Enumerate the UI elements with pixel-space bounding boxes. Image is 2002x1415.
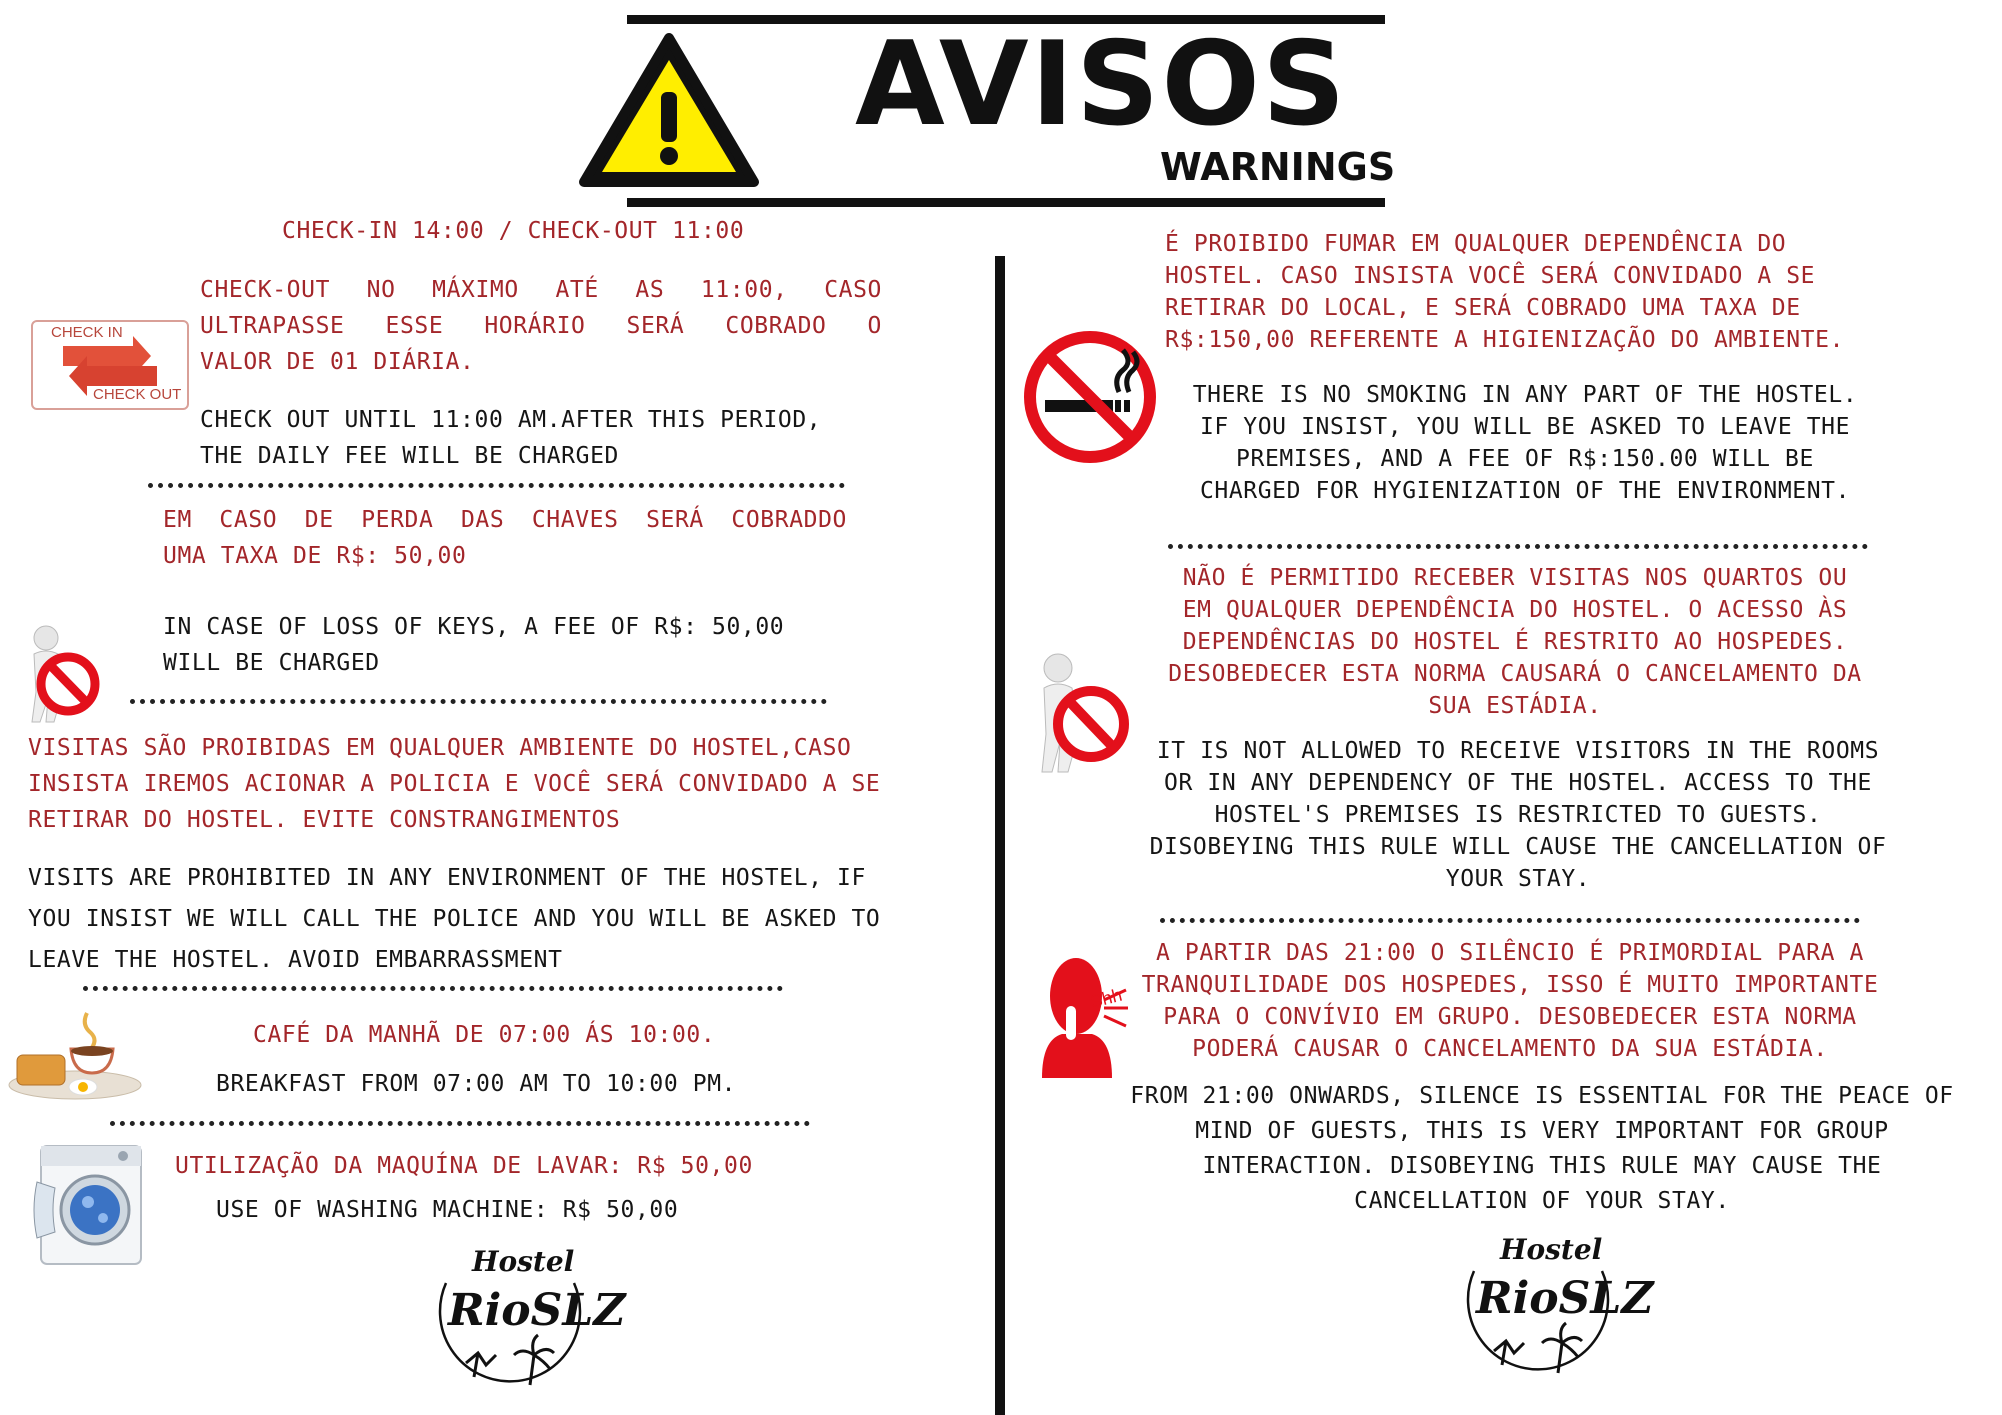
text-line: WILL BE CHARGED	[163, 650, 380, 676]
checkout-icon-label: CHECK OUT	[93, 386, 182, 403]
smoking-rule-en	[1160, 379, 1890, 507]
text-line: A PARTIR DAS 21:00 O SILÊNCIO É PRIMORDIAL PARA A	[1156, 940, 1864, 966]
washing-rule-pt: UTILIZAÇÃO DA MAQUÍNA DE LAVAR: R$ 50,00	[175, 1153, 753, 1179]
breakfast-rule-en: BREAKFAST FROM 07:00 AM TO 10:00 PM.	[216, 1071, 737, 1097]
text-line: LEAVE THE HOSTEL. AVOID EMBARRASSMENT	[28, 947, 563, 973]
checkout-rule-en	[200, 402, 821, 474]
text-line: IT IS NOT ALLOWED TO RECEIVE VISITORS IN THE ROOMS	[1156, 738, 1880, 764]
text-line: TRANQUILIDADE DOS HOSPEDES, ISSO É MUITO IMPORTANTE	[1141, 972, 1879, 998]
text-line: CHECK OUT UNTIL 11:00 AM.AFTER THIS PERIOD,	[200, 407, 822, 433]
text-line: HOSTEL'S PREMISES IS RESTRICTED TO GUESTS.	[1214, 802, 1822, 828]
text-line: CANCELLATION OF YOUR STAY.	[1354, 1188, 1730, 1214]
text-line: CHARGED FOR HYGIENIZATION OF THE ENVIRONMENT.	[1199, 478, 1851, 504]
checkin-icon-label: CHECK IN	[51, 324, 123, 341]
section-divider	[110, 1121, 810, 1126]
logo-line1: Hostel	[1500, 1233, 1603, 1266]
text-line: MIND OF GUESTS, THIS IS VERY IMPORTANT FOR GROUP	[1195, 1118, 1889, 1144]
checkout-rule-pt	[200, 272, 882, 380]
page-title: AVISOS	[855, 17, 1348, 152]
visitors-rule-en	[1118, 735, 1918, 895]
header-bottom-rule	[627, 198, 1385, 207]
text-line: INTERACTION. DISOBEYING THIS RULE MAY CAUSE THE	[1202, 1153, 1882, 1179]
silence-rule-en	[1082, 1079, 2002, 1219]
text-line: R$:150,00 REFERENTE A HIGIENIZAÇÃO DO AMBIENTE.	[1165, 327, 1845, 353]
text-line: VISITS ARE PROHIBITED IN ANY ENVIRONMENT OF THE HOSTEL, IF	[28, 865, 866, 891]
breakfast-rule-pt: CAFÉ DA MANHÃ DE 07:00 ÁS 10:00.	[253, 1022, 716, 1048]
text-line: IN CASE OF LOSS OF KEYS, A FEE OF R$: 50,00	[163, 614, 785, 640]
shh-label: Shh	[1088, 984, 1125, 1012]
washing-rule-en: USE OF WASHING MACHINE: R$ 50,00	[216, 1197, 679, 1223]
logo-line2: RioSLZ	[1476, 1273, 1654, 1324]
text-line: DESOBEDECER ESTA NORMA CAUSARÁ O CANCELAMENTO DA	[1168, 661, 1862, 687]
checkin-heading: CHECK-IN 14:00 / CHECK-OUT 11:00	[282, 218, 745, 244]
text-line: HOSTEL. CASO INSISTA VOCÊ SERÁ CONVIDADO A SE	[1165, 263, 1816, 289]
hostel-logo	[426, 1235, 626, 1405]
text-line: THE DAILY FEE WILL BE CHARGED	[200, 443, 619, 469]
keys-rule-en	[163, 609, 784, 681]
washing-machine-icon	[33, 1142, 149, 1268]
text-line: EM CASO DE PERDA DAS CHAVES SERÁ COBRADDO	[163, 507, 847, 533]
hostel-logo	[1454, 1223, 1654, 1395]
warning-triangle-icon	[578, 30, 760, 190]
text-line: VISITAS SÃO PROIBIDAS EM QUALQUER AMBIENTE DO HOSTEL,CASO	[28, 735, 852, 761]
keys-rule-pt	[163, 502, 847, 574]
text-line: NÃO É PERMITIDO RECEBER VISITAS NOS QUARTOS OU	[1182, 565, 1848, 591]
text-line: THERE IS NO SMOKING IN ANY PART OF THE HOSTEL.	[1192, 382, 1858, 408]
text-line: UMA TAXA DE R$: 50,00	[163, 543, 467, 569]
text-line: SUA ESTÁDIA.	[1428, 693, 1602, 719]
person-prohibited-icon	[12, 622, 104, 724]
text-line: CHECK-OUT NO MÁXIMO ATÉ AS 11:00, CASO	[200, 277, 882, 303]
section-divider	[1168, 544, 1868, 549]
text-line: PREMISES, AND A FEE OF R$:150.00 WILL BE	[1236, 446, 1814, 472]
text-line: IF YOU INSIST, YOU WILL BE ASKED TO LEAVE THE	[1199, 414, 1851, 440]
text-line: INSISTA IREMOS ACIONAR A POLICIA E VOCÊ SERÁ CONVIDADO A SE	[28, 771, 881, 797]
text-line: RETIRAR DO LOCAL, E SERÁ COBRADO UMA TAXA DE	[1165, 295, 1801, 321]
logo-line1: Hostel	[472, 1245, 575, 1278]
silence-rule-pt	[1110, 937, 1910, 1065]
smoking-rule-pt	[1165, 228, 1844, 356]
page-subtitle: WARNINGS	[1160, 145, 1396, 189]
text-line: EM QUALQUER DEPENDÊNCIA DO HOSTEL. O ACESSO ÀS	[1182, 597, 1848, 623]
visits-rule-en	[28, 858, 880, 981]
section-divider	[148, 483, 845, 488]
text-line: PARA O CONVÍVIO EM GRUPO. DESOBEDECER ESTA NORMA	[1163, 1004, 1857, 1030]
text-line: YOUR STAY.	[1445, 866, 1591, 892]
section-divider	[130, 699, 827, 704]
text-line: ULTRAPASSE ESSE HORÁRIO SERÁ COBRADO O	[200, 313, 882, 339]
text-line: DISOBEYING THIS RULE WILL CAUSE THE CANCELLATION OF	[1149, 834, 1887, 860]
no-smoking-icon	[1023, 330, 1157, 464]
text-line: OR IN ANY DEPENDENCY OF THE HOSTEL. ACCESS TO THE	[1164, 770, 1872, 796]
text-line: YOU INSIST WE WILL CALL THE POLICE AND YOU WILL BE ASKED TO	[28, 906, 881, 932]
logo-line2: RioSLZ	[448, 1285, 626, 1336]
checkin-checkout-icon	[31, 320, 189, 410]
column-divider	[995, 256, 1005, 1415]
section-divider	[83, 986, 783, 991]
text-line: É PROIBIDO FUMAR EM QUALQUER DEPENDÊNCIA DO	[1165, 231, 1787, 257]
text-line: VALOR DE 01 DIÁRIA.	[200, 349, 475, 375]
visitors-rule-pt	[1140, 562, 1890, 722]
text-line: FROM 21:00 ONWARDS, SILENCE IS ESSENTIAL FOR THE PEACE OF	[1130, 1083, 1954, 1109]
text-line: DEPENDÊNCIAS DO HOSTEL É RESTRITO AO HOSPEDES.	[1182, 629, 1848, 655]
section-divider	[1160, 918, 1860, 923]
text-line: RETIRAR DO HOSTEL. EVITE CONSTRANGIMENTOS	[28, 807, 621, 833]
visits-rule-pt	[28, 730, 880, 838]
text-line: PODERÁ CAUSAR O CANCELAMENTO DA SUA ESTÁDIA.	[1192, 1036, 1828, 1062]
breakfast-icon	[5, 1003, 145, 1103]
